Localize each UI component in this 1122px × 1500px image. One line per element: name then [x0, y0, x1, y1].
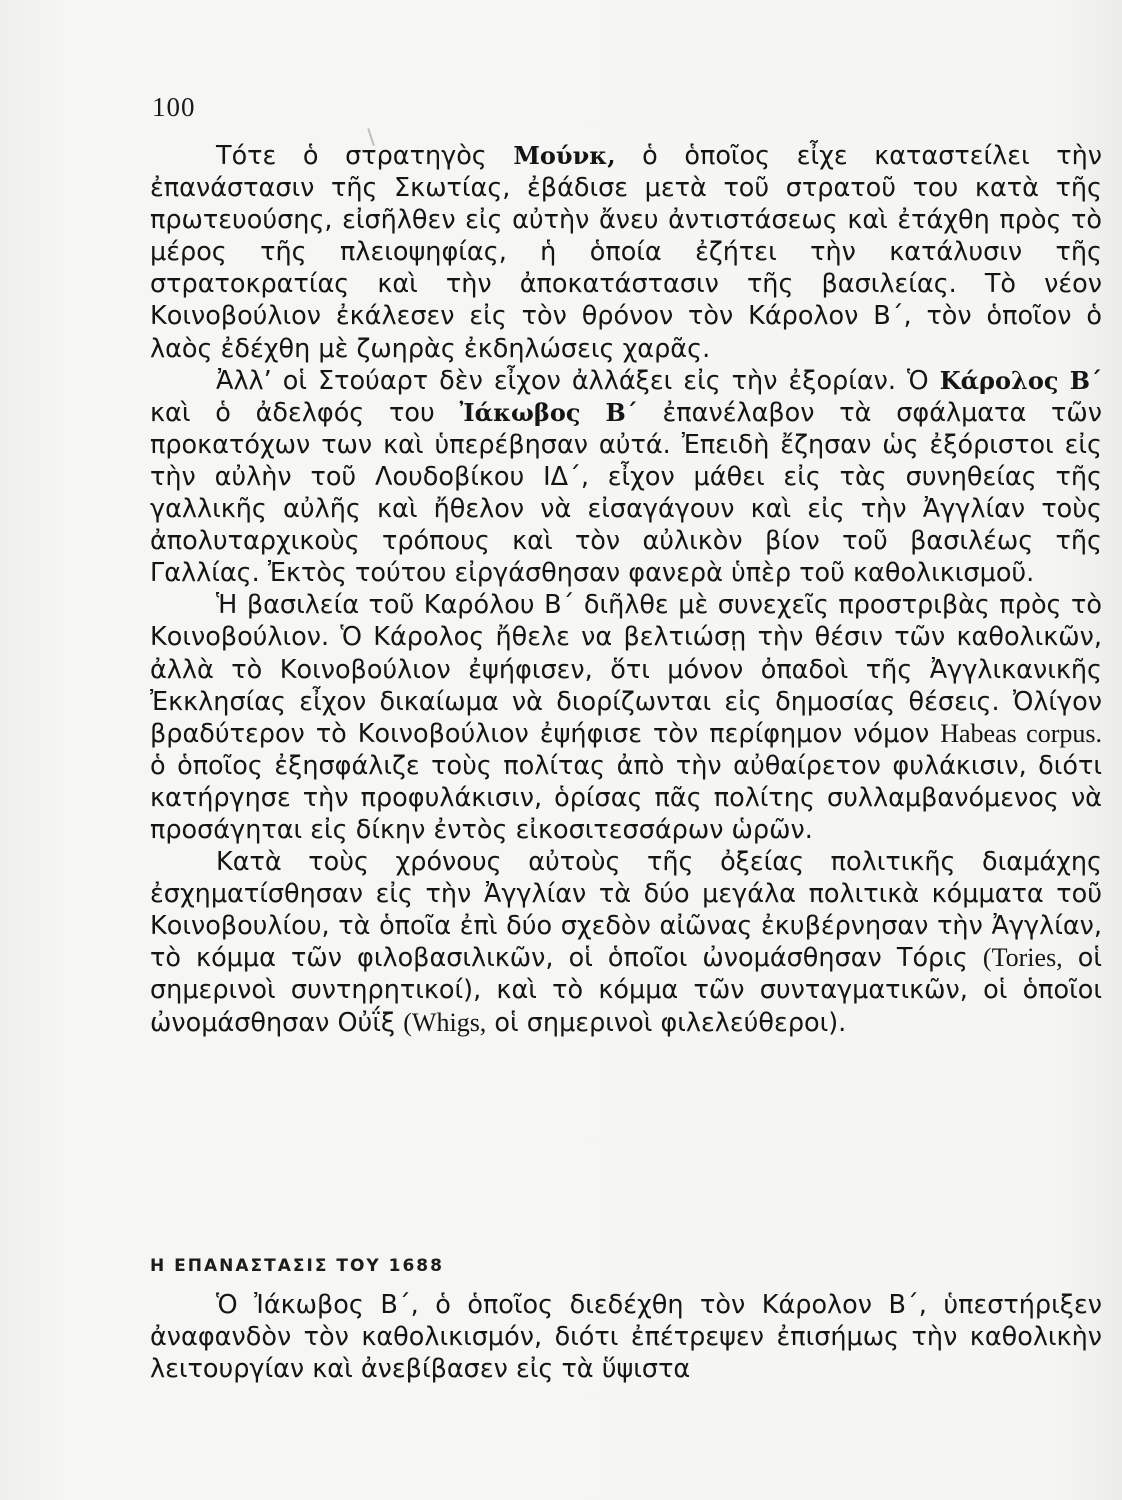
p1-bold-name: Μούνκ, — [513, 141, 616, 170]
p1-text-a: Τότε ὁ στρατηγὸς — [216, 141, 514, 171]
p2-bold-name-2: Ἰάκωβος Β΄ — [459, 397, 638, 427]
p3-latin-term: Habeas corpus. — [940, 718, 1102, 748]
paragraph-3 — [150, 589, 1102, 846]
p3-text-a: Ἡ βασιλεία τοῦ Καρόλου Β΄ διῆλθε μὲ συνεχεῖς προστριβὰς πρὸς τὸ Κοινοβούλιον. Ὁ Κάρολος ἤθελε να βελτιώσῃ τὴν θέσιν τῶν καθολικῶν, ἀλλὰ τὸ Κοινοβούλιον ἐψήφισεν, ὅτι μόνον ὀπαδοὶ τῆς Ἀγγλικανικῆς Ἐκκλησίας εἶχον δικαίωμα νὰ διορίζωνται εἰς δημοσίας θέσεις. Ὀλίγον βραδύτερον τὸ Κοινοβούλιον ἐψήφισε τὸν περίφημον νόμον — [150, 590, 1102, 749]
p4-latin-tories: (Tories, — [982, 943, 1063, 973]
paragraph-4 — [150, 846, 1102, 1039]
p3-text-c: ὁ ὁποῖος ἐξησφάλιζε τοὺς πολίτας ἀπὸ τὴν αὐθαίρετον φυλάκισιν, διότι κατήργησε τὴν προφυλάκισιν, ὁρίσας πᾶς πολίτης συλλαμβανόμενος νὰ προσάγηται εἰς δίκην ἐντὸς εἰκοσιτεσσάρων ὡρῶν. — [150, 750, 1102, 845]
p4-text-a: Κατὰ τοὺς χρόνους αὐτοὺς τῆς ὀξείας πολιτικῆς διαμάχης ἐσχηματίσθησαν εἰς τὴν Ἀγγλίαν τὰ δύο μεγάλα πολιτικὰ κόμματα τοῦ Κοινοβουλίου, τὰ ὁποῖα ἐπὶ δύο σχεδὸν αἰῶνας ἐκυβέρνησαν τὴν Ἀγγλίαν, τὸ κόμμα τῶν φιλοβασιλικῶν, οἱ ὁποῖοι ὠνομάσθησαν Τόρις — [150, 847, 1102, 974]
main-text — [150, 140, 1102, 1039]
p2-bold-name-1: Κάρολος Β΄ — [939, 365, 1103, 395]
paragraph-1 — [150, 140, 1102, 365]
p5-text-a: Ὁ Ἰάκωβος Β΄, ὁ ὁποῖος διεδέχθη τὸν Κάρολον Β΄, ὑπεστήριξεν ἀναφανδὸν τὸν καθολικισμόν, διότι ἐπέτρεψεν ἐπισήμως τὴν καθολικὴν λειτουργίαν καὶ ἀνεβίβασεν εἰς τὰ ὕψιστα — [150, 1290, 1102, 1385]
section-text — [150, 1289, 1102, 1385]
p2-text-a: Ἀλλ’ οἱ Στούαρτ δὲν εἶχον ἀλλάξει εἰς τὴν ἐξορίαν. Ὁ — [216, 365, 940, 396]
p4-latin-whigs: (Whigs, — [403, 1007, 487, 1037]
p2-text-e: ἐπανέλαβον τὰ σφάλματα τῶν προκατόχων των καὶ ὑπερέβησαν αὐτά. Ἐπειδὴ ἔζησαν ὡς ἐξόριστοι εἰς τὴν αὐλὴν τοῦ Λουδοβίκου ΙΔ΄, εἶχον μάθει εἰς τὰς συνηθείας τῆς γαλλικῆς αὐλῆς καὶ ἤθελον νὰ εἰσαγάγουν καὶ εἰς τὴν Ἀγγλίαν τοὺς ἀπολυταρχικοὺς τρόπους καὶ τὸν αὐλικὸν βίον τοῦ βασιλέως τῆς Γαλλίας. Ἐκτὸς τούτου εἰργάσθησαν φανερὰ ὑπὲρ τοῦ καθολικισμοῦ. — [150, 397, 1102, 589]
page-number: 100 — [152, 92, 196, 122]
p4-text-c: οἱ σημερινοὶ συντηρητικοί), καὶ τὸ κόμμα τῶν συνταγματικῶν, οἱ ὁποῖοι ὠνομάσθησαν Οὐΐξ — [150, 943, 1103, 1038]
paragraph-2 — [150, 365, 1102, 590]
p2-text-c: καὶ ὁ ἀδελφός του — [150, 397, 460, 428]
paragraph-5 — [150, 1289, 1102, 1385]
section-heading: Η ΕΠΑΝΑΣΤΑΣΙΣ ΤΟΥ 1688 — [150, 1256, 444, 1276]
p4-text-e: οἱ σημερινοὶ φιλελεύθεροι). — [486, 1007, 847, 1038]
p1-text-c: ὁ ὁποῖος εἶχε καταστείλει τὴν ἐπανάστασιν τῆς Σκωτίας, ἐβάδισε μετὰ τοῦ στρατοῦ του κατὰ τῆς πρωτευούσης, εἰσῆλθεν εἰς αὐτὴν ἄνευ ἀντιστάσεως καὶ ἐτάχθη πρὸς τὸ μέρος τῆς πλειοψηφίας, ἡ ὁποία ἐζήτει τὴν κατάλυσιν τῆς στρατοκρατίας καὶ τὴν ἀποκατάστασιν τῆς βασιλείας. Τὸ νέον Κοινοβούλιον ἐκάλεσεν εἰς τὸν θρόνον τὸν Κάρολον Β΄, τὸν ὁποῖον ὁ λαὸς ἐδέχθη μὲ ζωηρὰς ἐκδηλώσεις χαρᾶς. — [150, 141, 1102, 364]
